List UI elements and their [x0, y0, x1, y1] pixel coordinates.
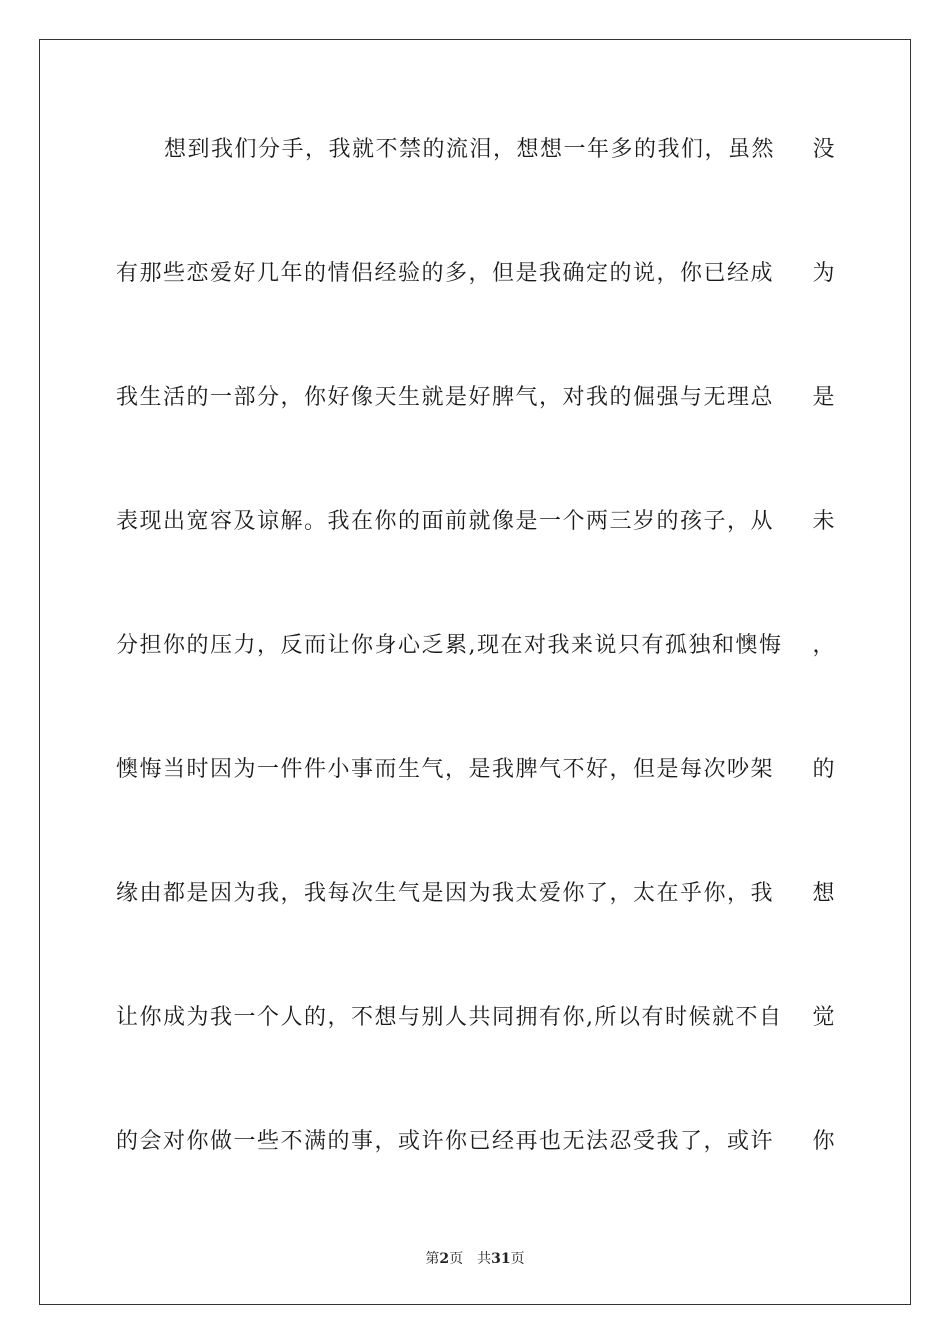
line-1-text: 想到我们分手，我就不禁的流泪，想想一年多的我们，虽然 [164, 137, 776, 162]
page-footer [0, 1248, 950, 1268]
current-page-number: 2 [439, 1251, 450, 1267]
line-4-tail: 未 [812, 509, 836, 534]
line-5-text: 分担你的压力，反而让你身心乏累,现在对我来说只有孤独和懊悔 [116, 633, 783, 658]
page-suffix: 页 [449, 1251, 464, 1267]
line-8-text: 让你成为我一个人的，不想与别人共同拥有你,所以有时候就不自 [116, 1005, 783, 1030]
line-1-tail: 没 [812, 137, 836, 162]
page-prefix: 第 [425, 1251, 440, 1267]
text-line-1 [116, 128, 836, 252]
line-6-tail: 的 [812, 757, 836, 782]
line-7-text: 缘由都是因为我，我每次生气是因为我太爱你了，太在乎你，我 [116, 881, 775, 906]
total-prefix: 共 [477, 1251, 492, 1267]
text-line-9 [116, 1120, 836, 1244]
text-line-6 [116, 748, 836, 872]
text-line-5 [116, 624, 836, 748]
line-3-text: 我生活的一部分，你好像天生就是好脾气，对我的倔强与无理总 [116, 385, 775, 410]
text-line-7 [116, 872, 836, 996]
line-9-text: 的会对你做一些不满的事，或许你已经再也无法忍受我了，或许 [116, 1129, 775, 1154]
text-line-2 [116, 252, 836, 376]
line-9-tail: 你 [812, 1129, 836, 1154]
body-text [116, 128, 836, 1244]
line-5-tail: ， [812, 633, 836, 658]
text-line-4 [116, 500, 836, 624]
line-2-text: 有那些恋爱好几年的情侣经验的多，但是我确定的说，你已经成 [116, 261, 775, 286]
line-3-tail: 是 [812, 385, 836, 410]
text-line-8 [116, 996, 836, 1120]
text-line-3 [116, 376, 836, 500]
line-2-tail: 为 [812, 261, 836, 286]
total-page-count: 31 [491, 1251, 511, 1267]
line-7-tail: 想 [812, 881, 836, 906]
total-suffix: 页 [510, 1251, 525, 1267]
line-6-text: 懊悔当时因为一件件小事而生气，是我脾气不好，但是每次吵架 [116, 757, 775, 782]
line-8-tail: 觉 [812, 1005, 836, 1030]
line-4-text: 表现出宽容及谅解。我在你的面前就像是一个两三岁的孩子，从 [116, 509, 775, 534]
